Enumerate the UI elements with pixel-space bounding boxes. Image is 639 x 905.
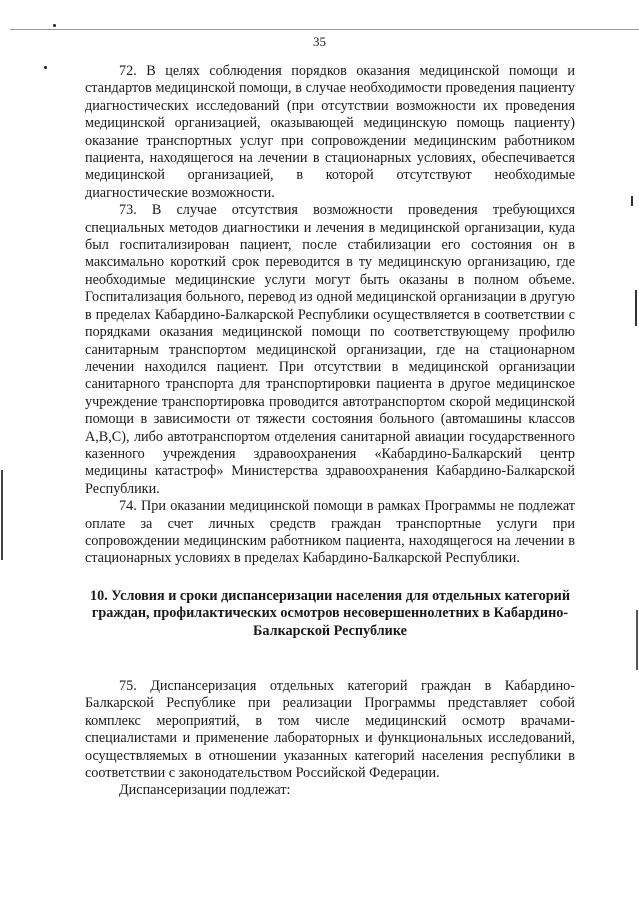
scan-edge-mark: [636, 610, 638, 670]
document-body: [85, 63, 575, 800]
scan-edge-mark: [635, 290, 637, 326]
scan-edge-mark: [1, 470, 3, 560]
paragraph-72: 72. В целях соблюдения порядков оказания медицинской помощи и стандартов медицинской помощи, в случае необходимости проведения пациенту диагностических исследований (при отсутствии возможности их проведения медицинской организацией, оказывающей медицинскую помощь пациенту) оказание транспортных услуг при сопровождении медицинским работником пациента, находящегося на лечении в стационарных условиях, обеспечивается медицинской организацией, в которой отсутствуют необходимые диагностические возможности.: [85, 63, 575, 201]
paragraph-subject: Диспансеризации подлежат:: [119, 782, 291, 799]
paragraph-73: 73. В случае отсутствия возможности проведения требующихся специальных методов диагностики и лечения в медицинской организации, куда был госпитализирован пациент, после стабилизации его состояния он в максимально короткий срок переводится в ту медицинскую организацию, где необходимые медицинские услуги могут быть оказаны в полном объеме. Госпитализация больного, перевод из одной медицинской организации в другую в пределах Кабардино-Балкарской Республики осуществляется в соответствии с порядками оказания медицинской помощи по соответствующему профилю санитарным транспортом медицинской организации, где на стационарном лечении находился пациент. При отсутствии в медицинской организации санитарного транспорта для транспортировки пациента в другое медицинское учреждение транспортировка проводится автотранспортом скорой медицинской помощи в зависимости от тяжести состояния больного (автомашины классов А,В,С), либо автотранспортом отделения санитарной авиации государственного казенного учреждения здравоохранения «Кабардино-Балкарский центр медицины катастроф» Министерства здравоохранения Кабардино-Балкарской Республики.: [85, 202, 575, 497]
paragraph-74: 74. При оказании медицинской помощи в рамках Программы не подлежат оплате за счет личных средств граждан транспортные услуги при сопровождении медицинским работником пациента, находящегося на лечении в стационарных условиях в пределах Кабардино-Балкарской Республики.: [85, 498, 575, 567]
scan-edge-mark: [631, 196, 633, 206]
scan-top-rule: [10, 29, 639, 30]
paragraph-75: 75. Диспансеризация отдельных категорий граждан в Кабардино-Балкарской Республике при реализации Программы представляет собой комплекс мероприятий, в том числе медицинский осмотр врачами-специалистами и применение лабораторных и функциональных исследований, осуществляемых в отношении указанных категорий населения республики в соответствии с законодательством Российской Федерации.: [85, 678, 575, 782]
scan-speck: [53, 24, 56, 27]
section-heading: 10. Условия и сроки диспансеризации населения для отдельных категорий граждан, профилактических осмотров несовершеннолетних в Кабардино-Балкарской Республике: [89, 587, 571, 639]
scan-speck: [44, 66, 47, 69]
page-number: 35: [313, 34, 326, 49]
